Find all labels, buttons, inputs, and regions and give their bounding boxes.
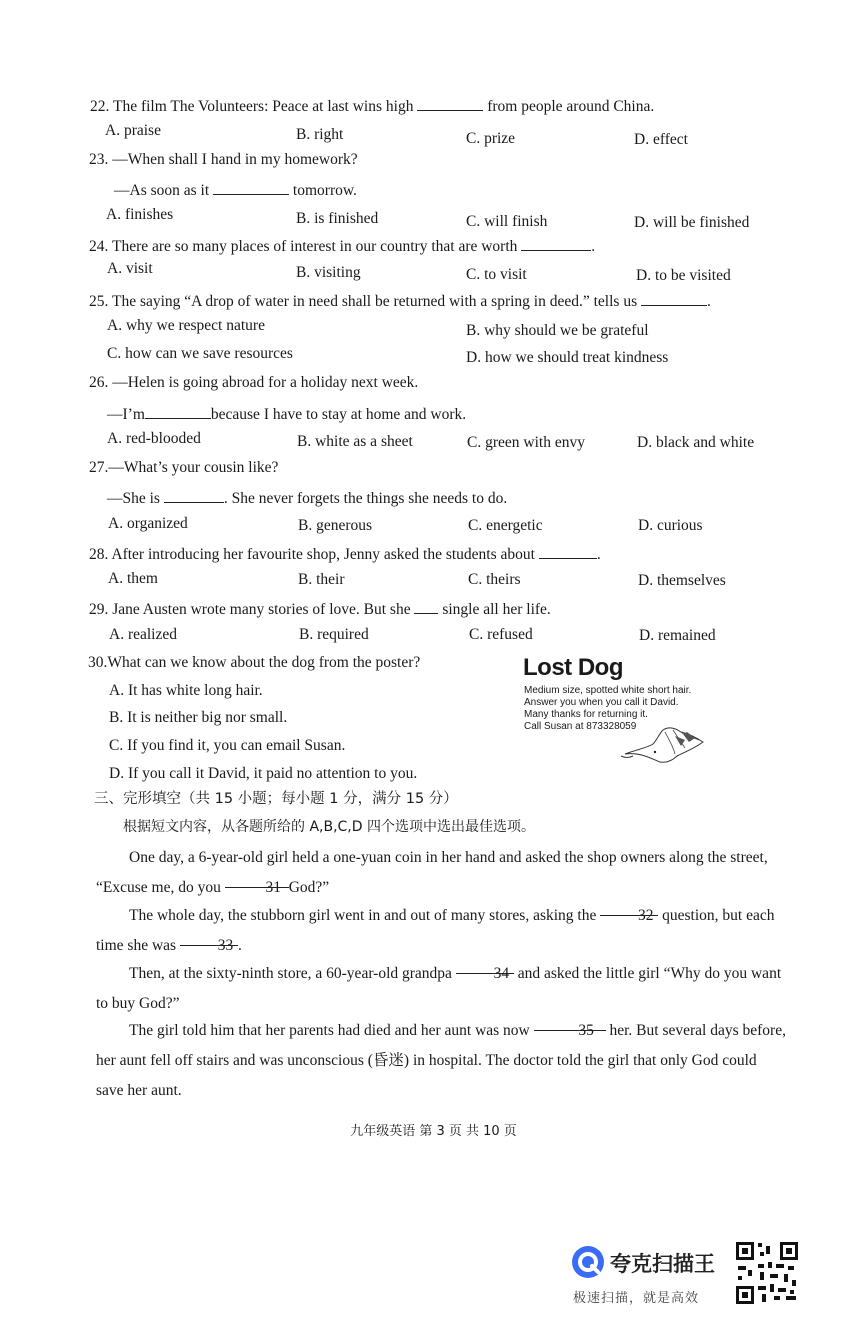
paragraph-text: her. But several days before, her aunt fell off stairs and was unconscious (昏迷) in hospital. The doctor told the girl that only God could save her aunt. xyxy=(96,1022,786,1099)
paragraph-text: One day, a 6-year-old girl held a one-yuan coin in her hand and asked the shop owners along the street, “Excuse me, do you xyxy=(96,849,768,896)
poster-line: Answer you when you call it David. xyxy=(524,697,679,708)
answer-blank xyxy=(539,544,597,559)
blank-35: 35 xyxy=(534,1016,606,1031)
qr-code-icon xyxy=(734,1240,800,1306)
option-c: C. energetic xyxy=(468,517,543,534)
option-d: D. If you call it David, it paid no attention to you. xyxy=(109,765,418,782)
option-a: A. organized xyxy=(108,515,188,532)
cloze-paragraph-3 xyxy=(96,959,786,1019)
option-c: C. to visit xyxy=(466,266,527,283)
option-a: A. praise xyxy=(105,122,161,139)
question-30-stem: 30.What can we know about the dog from the poster? xyxy=(88,654,421,671)
poster-line: Call Susan at 873328059 xyxy=(524,721,637,732)
answer-blank xyxy=(145,404,211,419)
option-d: D. themselves xyxy=(638,572,726,589)
question-23-reply xyxy=(114,180,357,199)
option-b: B. right xyxy=(296,126,344,143)
cloze-paragraph-2 xyxy=(96,901,786,961)
option-b: B. It is neither big nor small. xyxy=(109,709,288,726)
section-heading: 三、完形填空（共 15 小题；每小题 1 分，满分 15 分） xyxy=(94,791,458,807)
option-d: D. curious xyxy=(638,517,703,534)
option-d: D. will be finished xyxy=(634,214,750,231)
paragraph-text: . xyxy=(237,937,242,954)
stem-text: 28. After introducing her favourite shop, Jenny asked the students about xyxy=(89,546,535,563)
blank-33: 33 xyxy=(180,931,238,946)
dog-sketch-icon xyxy=(615,722,710,767)
paragraph-text: God?” xyxy=(288,879,330,896)
stem-text: 24. There are so many places of interest in our country that are worth xyxy=(89,238,518,255)
option-a: A. finishes xyxy=(106,206,174,223)
question-26-reply xyxy=(107,404,466,423)
poster-line: Medium size, spotted white short hair. xyxy=(524,685,692,696)
stem-text: 22. The film The Volunteers: Peace at last wins high xyxy=(90,98,414,115)
paragraph-text: The whole day, the stubborn girl went in and out of many stores, asking the xyxy=(129,907,597,924)
question-27-reply xyxy=(107,488,507,507)
stem-text: single all her life. xyxy=(442,601,551,618)
option-c: C. how can we save resources xyxy=(107,345,293,362)
answer-blank xyxy=(213,180,289,195)
option-b: B. visiting xyxy=(296,264,361,281)
question-23-stem: 23. —When shall I hand in my homework? xyxy=(89,151,358,168)
page-footer: 九年级英语 第 3 页 共 10 页 xyxy=(350,1124,517,1139)
blank-32: 32 xyxy=(600,901,658,916)
option-d: D. remained xyxy=(639,627,716,644)
answer-blank xyxy=(521,236,591,251)
answer-blank xyxy=(417,96,483,111)
paragraph-text: and asked the little girl “Why do you want to buy God?” xyxy=(96,965,782,1012)
stem-text: . xyxy=(706,293,711,310)
option-b: B. is finished xyxy=(296,210,379,227)
stem-text: —I’m xyxy=(107,406,145,423)
quark-logo-icon xyxy=(570,1244,606,1280)
option-c: C. refused xyxy=(469,626,533,643)
question-25-stem xyxy=(89,291,711,310)
stem-text: 29. Jane Austen wrote many stories of love. But she xyxy=(89,601,411,618)
option-d: D. effect xyxy=(634,131,688,148)
option-c: C. will finish xyxy=(466,213,548,230)
option-b: B. their xyxy=(298,571,345,588)
blank-34: 34 xyxy=(456,959,514,974)
answer-blank xyxy=(414,599,438,614)
option-a: A. why we respect nature xyxy=(107,317,265,334)
option-d: D. black and white xyxy=(637,434,755,451)
brand-name: 夸克扫描王 xyxy=(610,1252,715,1276)
question-22-stem xyxy=(90,96,654,115)
option-a: A. them xyxy=(108,570,158,587)
question-28-stem xyxy=(89,544,601,563)
question-24-stem xyxy=(89,236,595,255)
option-b: B. generous xyxy=(298,517,373,534)
stem-text: because I have to stay at home and work. xyxy=(210,406,467,423)
option-d: D. how we should treat kindness xyxy=(466,349,669,366)
option-a: A. visit xyxy=(107,260,153,277)
poster-line: Many thanks for returning it. xyxy=(524,709,648,720)
option-c: C. If you find it, you can email Susan. xyxy=(109,737,346,754)
option-a: A. It has white long hair. xyxy=(109,682,263,699)
stem-text: . xyxy=(596,546,601,563)
question-29-stem xyxy=(89,599,551,618)
brand-slogan: 极速扫描，就是高效 xyxy=(573,1291,700,1306)
stem-text: from people around China. xyxy=(487,98,655,115)
blank-31: 31 xyxy=(225,873,289,888)
paragraph-text: question, but each time she was xyxy=(96,907,775,954)
stem-text: . She never forgets the things she needs to do. xyxy=(223,490,508,507)
option-b: B. required xyxy=(299,626,369,643)
section-instruction: 根据短文内容，从各题所给的 A,B,C,D 四个选项中选出最佳选项。 xyxy=(123,819,535,835)
answer-blank xyxy=(164,488,224,503)
option-c: C. green with envy xyxy=(467,434,585,451)
paragraph-text: The girl told him that her parents had died and her aunt was now xyxy=(129,1022,530,1039)
answer-blank xyxy=(641,291,707,306)
option-b: B. why should we be grateful xyxy=(466,322,649,339)
stem-text: —As soon as it xyxy=(114,182,210,199)
option-c: C. theirs xyxy=(468,571,521,588)
stem-text: 25. The saying “A drop of water in need shall be returned with a spring in deed.” tells us xyxy=(89,293,638,310)
option-d: D. to be visited xyxy=(636,267,731,284)
lost-dog-poster xyxy=(520,654,720,769)
poster-title: Lost Dog xyxy=(523,654,623,681)
option-b: B. white as a sheet xyxy=(297,433,413,450)
scanner-watermark xyxy=(570,1240,740,1310)
stem-text: —She is xyxy=(107,490,160,507)
paragraph-text: Then, at the sixty-ninth store, a 60-year-old grandpa xyxy=(129,965,452,982)
option-c: C. prize xyxy=(466,130,516,147)
cloze-paragraph-1 xyxy=(96,843,786,903)
stem-text: tomorrow. xyxy=(292,182,357,199)
stem-text: . xyxy=(591,238,596,255)
cloze-paragraph-4 xyxy=(96,1016,786,1106)
question-27-stem: 27.—What’s your cousin like? xyxy=(89,459,279,476)
question-26-stem: 26. —Helen is going abroad for a holiday next week. xyxy=(89,374,419,391)
option-a: A. realized xyxy=(109,626,177,643)
option-a: A. red-blooded xyxy=(107,430,201,447)
